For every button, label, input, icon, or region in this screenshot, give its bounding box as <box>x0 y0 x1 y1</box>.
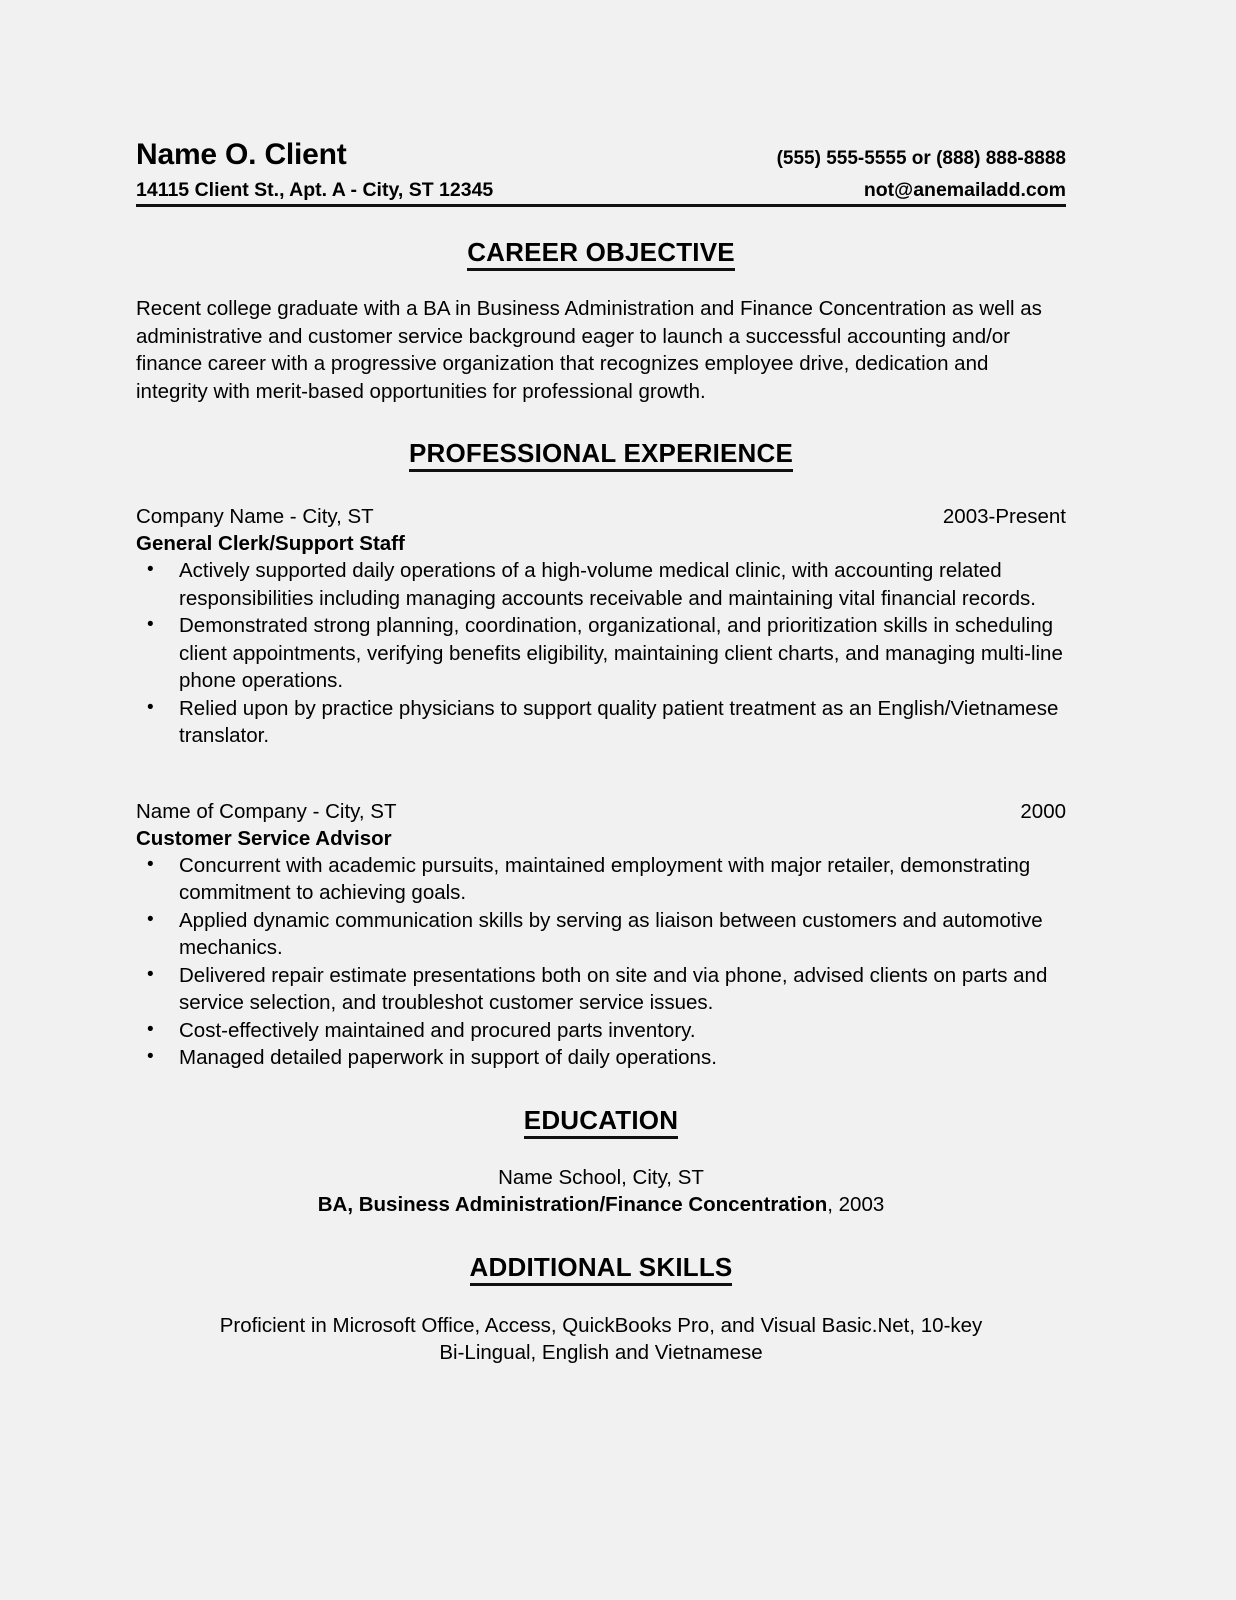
career-objective-text: Recent college graduate with a BA in Business Administration and Finance Concentration as well as administrative and customer service background eager to launch a successful accounting and/or finance career with a progressive organization that recognizes employee drive, dedication and integrity with merit-based opportunities for professional growth. <box>136 297 1042 403</box>
job-title: General Clerk/Support Staff <box>136 532 405 555</box>
job-title: Customer Service Advisor <box>136 826 392 850</box>
header-row-secondary <box>136 177 1066 207</box>
education-degree: BA, Business Administration/Finance Concentration <box>317 1193 828 1216</box>
header-row-primary <box>136 137 1066 177</box>
section-heading-professional-experience-text: PROFESSIONAL EXPERIENCE <box>409 438 793 472</box>
education-school: Name School, City, ST <box>498 1165 704 1189</box>
job-responsibility-list <box>136 852 1066 1072</box>
list-item: • Concurrent with academic pursuits, maintained employment with major retailer, demonstrating commitment to achieving goals. <box>136 852 1066 907</box>
job-entry-header <box>136 798 1066 825</box>
education-year: , 2003 <box>827 1193 885 1216</box>
list-item: • Managed detailed paperwork in support of daily operations. <box>136 1044 1066 1072</box>
skills-line-languages: Bi-Lingual, English and Vietnamese <box>439 1341 763 1364</box>
job-entry-header <box>136 503 1066 530</box>
list-item: • Relied upon by practice physicians to support quality patient treatment as an English/Vietnamese translator. <box>136 695 1066 750</box>
section-heading-career-objective <box>136 237 1066 268</box>
job-dates: 2000 <box>1020 799 1066 823</box>
candidate-email: not@anemailadd.com <box>863 179 1066 201</box>
section-heading-education-text: EDUCATION <box>524 1105 678 1139</box>
job-dates: 2003-Present <box>942 505 1066 528</box>
candidate-name: Name O. Client <box>136 138 347 171</box>
job-company: Company Name - City, ST <box>136 505 374 528</box>
section-heading-additional-skills-text: ADDITIONAL SKILLS <box>470 1252 733 1286</box>
job-responsibility-list <box>136 557 1066 750</box>
candidate-phone: (555) 555-5555 or (888) 888-8888 <box>776 148 1066 169</box>
job-company: Name of Company - City, ST <box>136 799 397 823</box>
candidate-address: 14115 Client St., Apt. A - City, ST 12345 <box>136 179 494 201</box>
section-heading-education <box>136 1105 1066 1136</box>
list-item: • Applied dynamic communication skills by serving as liaison between customers and automotive mechanics. <box>136 907 1066 962</box>
list-item: • Demonstrated strong planning, coordination, organizational, and prioritization skills in scheduling client appointments, verifying benefits eligibility, maintaining client charts, and managing multi-line phone operations. <box>136 612 1066 695</box>
education-degree-line <box>136 1191 1066 1219</box>
section-heading-career-objective-text: CAREER OBJECTIVE <box>467 237 735 271</box>
list-item: • Cost-effectively maintained and procured parts inventory. <box>136 1017 1066 1045</box>
skills-line-software: Proficient in Microsoft Office, Access, QuickBooks Pro, and Visual Basic.Net, 10-key <box>219 1313 983 1337</box>
section-heading-additional-skills <box>136 1252 1066 1283</box>
section-heading-professional-experience <box>136 438 1066 469</box>
list-item: • Delivered repair estimate presentations both on site and via phone, advised clients on parts and service selection, and troubleshot customer service issues. <box>136 962 1066 1017</box>
list-item: • Actively supported daily operations of a high-volume medical clinic, with accounting related responsibilities including managing accounts receivable and maintaining vital financial records. <box>136 557 1066 612</box>
resume-header <box>136 0 1100 207</box>
